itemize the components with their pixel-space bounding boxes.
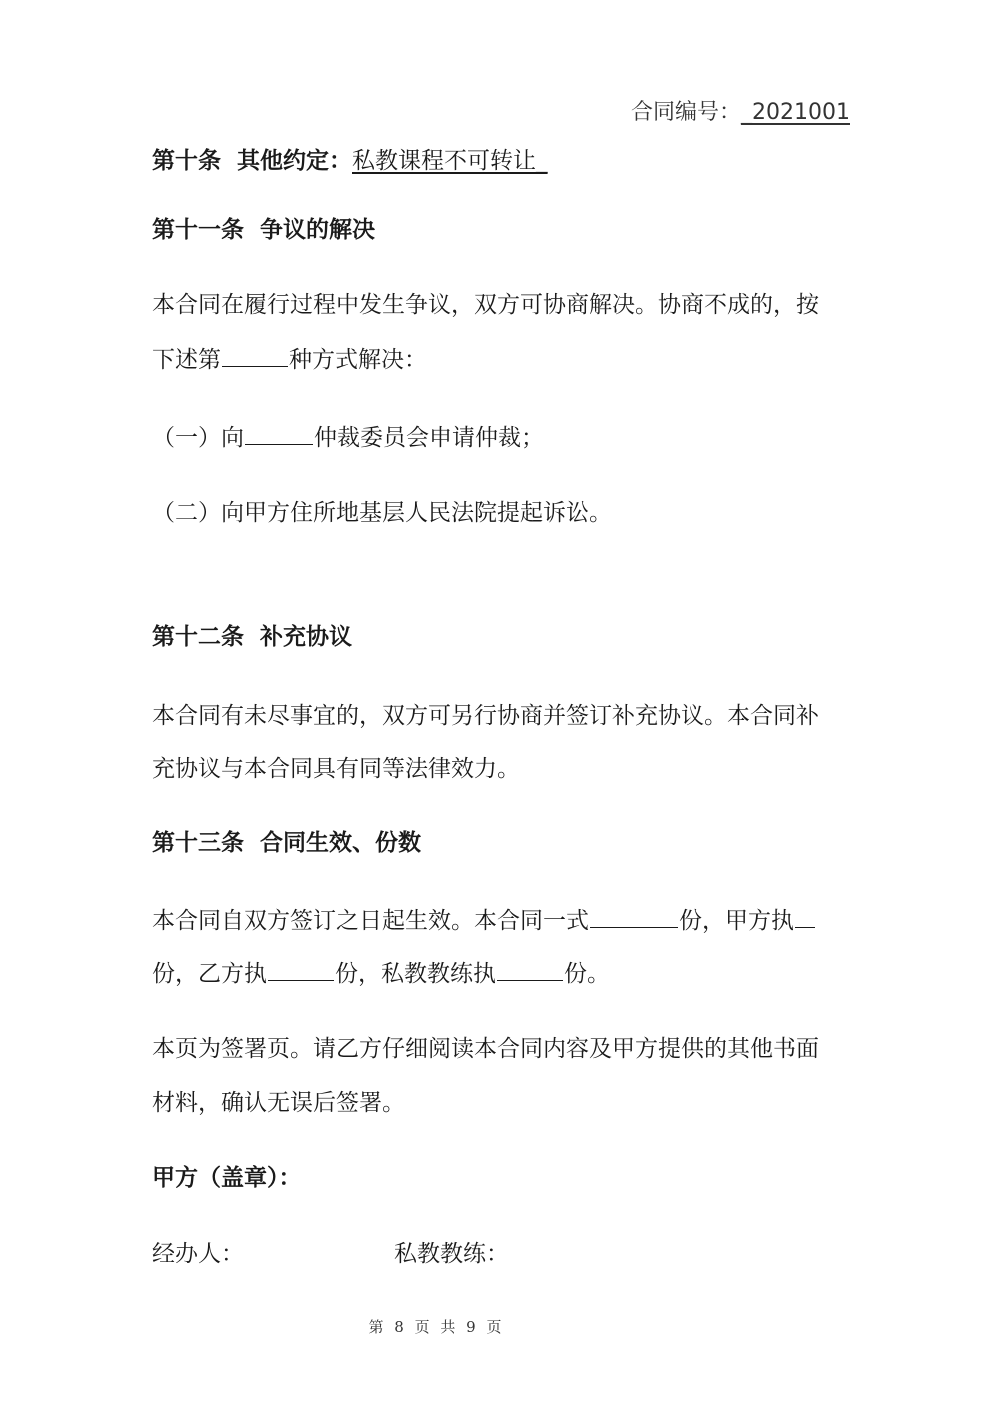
signing-note-line-1: 本页为签署页。请乙方仔细阅读本合同内容及甲方提供的其他书面 [152,1036,819,1062]
party-b-copies-blank[interactable] [268,958,334,981]
article-11-subtitle: 争议的解决 [260,217,375,243]
coach-label: 私教教练： [394,1241,509,1267]
article-13-line-2: 份，乙方执 份，私教教练执 份。 [152,958,852,989]
article-10-content: 私教课程不可转让_ [352,148,548,174]
handler-label: 经办人： [152,1241,244,1267]
article-13-title: 第十三条 [152,830,244,856]
signature-row [152,1239,852,1269]
article-10-subtitle: 其他约定： [237,148,352,174]
article-11-title: 第十一条 [152,217,244,243]
article-11-option-2: （二）向甲方住所地基层人民法院提起诉讼。 [152,500,612,526]
signing-note-line-2: 材料，确认无误后签署。 [152,1090,405,1116]
article-11-paragraph-line-2: 下述第 种方式解决： [152,344,852,375]
article-10 [152,146,852,176]
article-11-option-1: （一）向 仲裁委员会申请仲裁； [152,422,852,453]
article-13-line-1: 本合同自双方签订之日起生效。本合同一式 份，甲方执 [152,905,852,936]
contract-number [631,98,850,128]
article-12-heading [152,622,852,652]
article-12-subtitle: 补充协议 [260,624,352,650]
article-13-subtitle: 合同生效、份数 [260,830,421,856]
article-12-paragraph-line-2: 充协议与本合同具有同等法律效力。 [152,756,520,782]
coach-copies-blank[interactable] [497,958,563,981]
article-13-heading [152,828,852,858]
article-11-heading [152,215,852,245]
article-12-paragraph-line-1: 本合同有未尽事宜的，双方可另行协商并签订补充协议。本合同补 [152,703,819,729]
contract-number-value: _2021001 [741,100,850,125]
article-10-title: 第十条 [152,148,221,174]
page-number-footer: 第 8 页 共 9 页 [368,1318,502,1336]
article-11-paragraph-line-1: 本合同在履行过程中发生争议，双方可协商解决。协商不成的，按 [152,292,819,318]
contract-number-label: 合同编号： [631,100,742,125]
method-number-blank[interactable] [222,344,288,367]
party-a-copies-blank[interactable] [795,905,815,928]
article-12-title: 第十二条 [152,624,244,650]
total-copies-blank[interactable] [590,905,678,928]
party-a-seal-label: 甲方（盖章）： [152,1165,302,1191]
arbitration-committee-blank[interactable] [245,422,313,445]
